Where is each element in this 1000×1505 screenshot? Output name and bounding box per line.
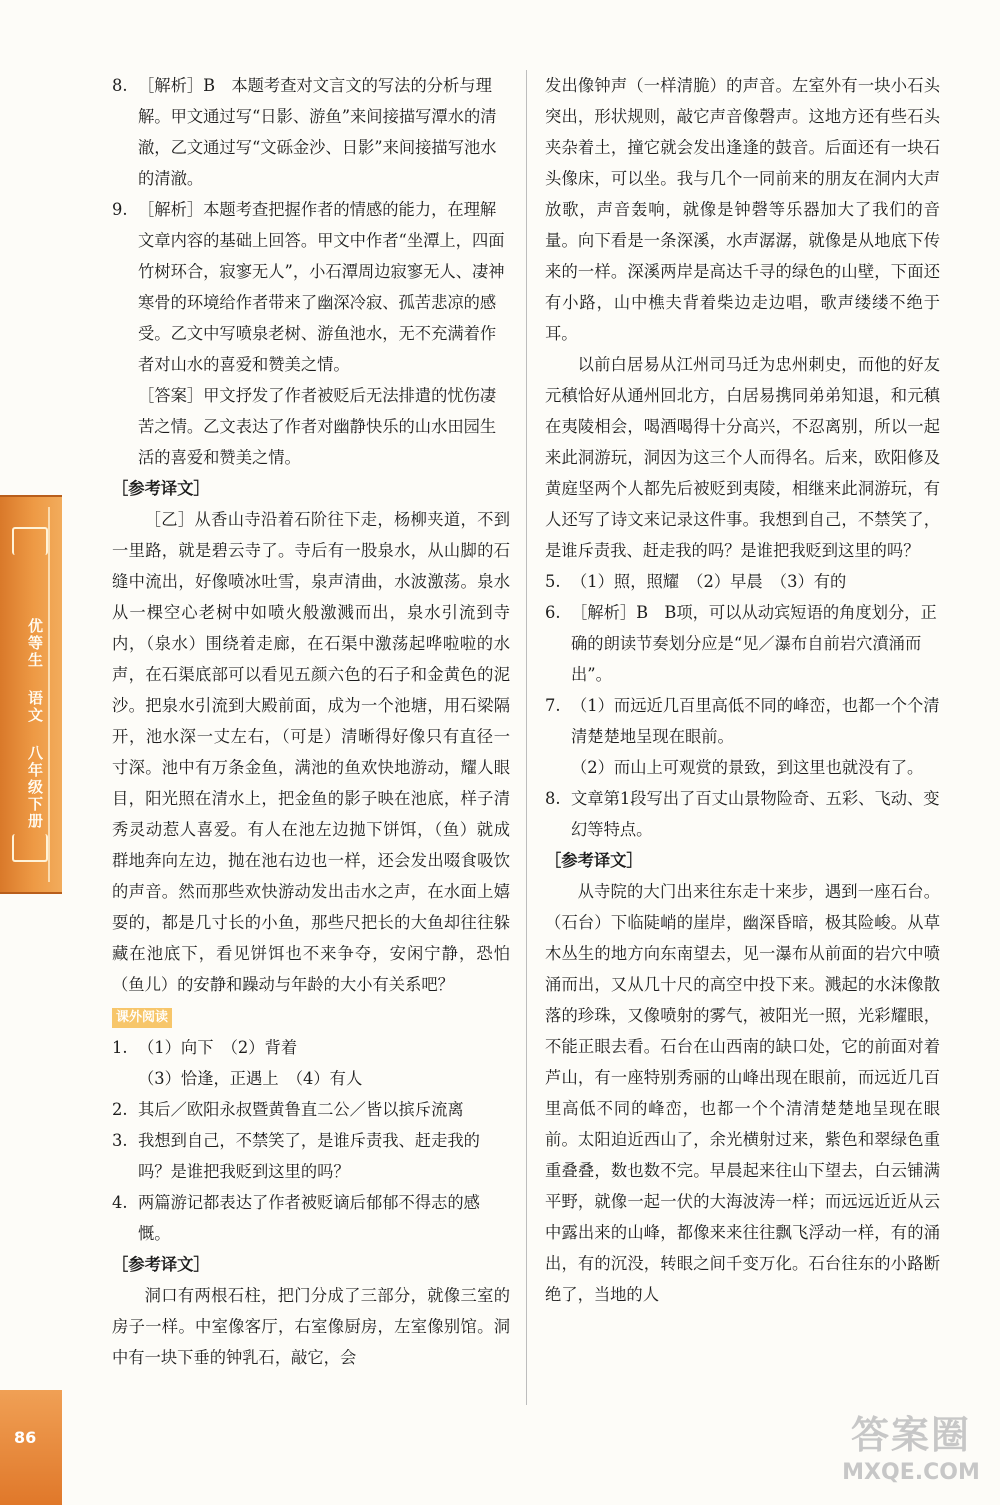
answer-item-3 (112, 1125, 510, 1187)
series-name: 优等生 (26, 618, 44, 669)
reference-translation-text: ［乙］从香山寺沿着石阶往下走，杨柳夹道，不到一里路，就是碧云寺了。寺后有一股泉水，从山脚的石缝中流出，好像喷冰吐雪，泉声清曲，水波激荡。泉水从一棵空心老树中如喷火般激溅而出，泉水引流到寺内，（泉水）围绕着走廊，在石渠中激荡起哗啦啦的水声，在石渠底部可以看见五颜六色的石子和金黄色的泥沙。把泉水引流到大殿前面，成为一个池塘，用石梁隔开，池水深一丈左右，（可是）清晰得好像只有直径一寸深。池中有万条金鱼，满池的鱼欢快地游动，耀人眼目，阳光照在清水上，把金鱼的影子映在池底，样子清秀灵动惹人喜爱。有人在池左边抛下饼饵，（鱼）就成群地奔向左边，抛在池右边也一样，还会发出啜食吸饮的声音。然而那些欢快游动发出击水之声，在水面上嬉耍的，都是几寸长的小鱼，那些尺把长的大鱼却往往躲藏在池底下，看见饼饵也不来争夺，安闲宁静，恐怕（鱼儿）的安静和躁动与年龄的大小有关系吧？ (112, 510, 510, 994)
translation-continuation: 发出像钟声（一样清脆）的声音。左室外有一块小石头突出，形状规则，敲它声音像磬声。这地方还有些石头夹杂着土，撞它就会发出逢逢的鼓音。后面还有一块石头像床，可以坐。我与几个一同前来的朋友在洞内大声放歌，声音轰响，就像是钟磬等乐器加大了我们的音量。向下看是一条深溪，水声潺潺，就像是从地底下传来的一样。深溪两岸是高达千寻的绿色的山壁，下面还有小路，山中樵夫背着柴边走边唱，歌声缕缕不绝于耳。 (545, 76, 940, 343)
book-series-label (16, 618, 46, 844)
item-number: 6. (545, 603, 561, 622)
page-number: 86 (14, 1428, 37, 1447)
item-text: 我想到自己，不禁笑了，是谁斥责我、赶走我的吗？是谁把我贬到这里的吗？ (138, 1131, 480, 1181)
column-divider (526, 70, 527, 1405)
item-number: 2. (112, 1100, 128, 1119)
decorative-line (48, 507, 50, 882)
item-text: ［解析］B B项，可以从动宾短语的角度划分，正确的朗读节奏划分应是“见／瀑布自前岩穴濆涌而出”。 (571, 603, 937, 684)
item-answer: ［答案］甲文抒发了作者被贬后无法排遣的忧伤凄苦之情。乙文表达了作者对幽静快乐的山水田园生活的喜爱和赞美之情。 (138, 386, 497, 467)
site-watermark (836, 1410, 986, 1495)
item-number: 7. (545, 696, 561, 715)
left-column (112, 70, 510, 1373)
answer-item-8 (112, 70, 510, 194)
subject-name: 语文 (26, 690, 44, 725)
item-text: （1）照，照耀 （2）早晨 （3）有的 (571, 572, 847, 591)
item-text: 文章第1段写出了百丈山景物险奇、五彩、飞动、变幻等特点。 (571, 789, 940, 839)
item-number: 1. (112, 1038, 128, 1057)
answer-item-7 (545, 690, 940, 752)
item-number: 8. (545, 789, 561, 808)
decorative-frame-top (12, 527, 48, 555)
right-column (545, 70, 940, 1310)
section-tag: 课外阅读 (112, 1008, 172, 1028)
reference-translation-text-2: 洞口有两根石柱，把门分成了三部分，就像三室的房子一样。中室像客厅，右室像厨房，左室像别馆。洞中有一块下垂的钟乳石，敲它，会 (112, 1286, 510, 1367)
watermark-text-cn: 答案圈 (850, 1413, 971, 1457)
item-text: ［解析］本题考查把握作者的情感的能力，在理解文章内容的基础上回答。甲文中作者“坐潭上，四面竹树环合，寂寥无人”，小石潭周边寂寥无人、凄神寒骨的环境给作者带来了幽深冷寂、孤苦悲凉的感受。乙文中写喷泉老树、游鱼池水，无不充满着作者对山水的喜爱和赞美之情。 (138, 200, 505, 374)
item-text: （1）向下 （2）背着 (138, 1038, 298, 1057)
answer-item-5 (545, 566, 940, 597)
answer-item-2 (112, 1094, 510, 1125)
item-number: 4. (112, 1193, 128, 1212)
item-text: 两篇游记都表达了作者被贬谪后郁郁不得志的感慨。 (138, 1193, 480, 1243)
answer-item-1 (112, 1032, 510, 1063)
page-corner-band (0, 1390, 62, 1505)
item-text: 其后／欧阳永叔暨黄鲁直二公／皆以摈斥流离 (138, 1100, 464, 1119)
item-number: 5. (545, 572, 561, 591)
translation-paragraph-2: 以前白居易从江州司马迁为忠州刺史，而他的好友元稹恰好从通州回北方，白居易携同弟弟知退，和元稹在夷陵相会，喝酒喝得十分高兴，不忍离别，所以一起来此洞游玩，洞因为这三个人而得名。后来，欧阳修及黄庭坚两个人都先后被贬到夷陵，相继来此洞游玩，有人还写了诗文来记录这件事。我想到自己，不禁笑了，是谁斥责我、赶走我的吗？是谁把我贬到这里的吗？ (545, 355, 940, 560)
answer-item-7-cont (545, 752, 940, 783)
answer-item-6 (545, 597, 940, 690)
item-text: （2）而山上可观赏的景致，到这里也就没有了。 (571, 758, 924, 777)
answer-item-1-cont (112, 1063, 510, 1094)
item-number: 8. (112, 76, 128, 95)
watermark-text-en: MXQE.COM (842, 1460, 980, 1485)
item-text: （3）恰逢，正遇上 （4）有人 (138, 1069, 363, 1088)
answer-item-9-answer (112, 380, 510, 473)
item-text: ［解析］B 本题考查对文言文的写法的分析与理解。甲文通过写“日影、游鱼”来间接描写潭水的清澈，乙文通过写“文砾金沙、日影”来间接描写池水的清澈。 (138, 76, 497, 188)
reference-translation-title: ［参考译文］ (112, 479, 210, 498)
item-number: 3. (112, 1131, 128, 1150)
answer-item-8-right (545, 783, 940, 845)
item-number: 9. (112, 200, 128, 219)
reference-translation-title-2: ［参考译文］ (112, 1255, 210, 1274)
reference-translation-text-3: 从寺院的大门出来往东走十来步，遇到一座石台。（石台）下临陡峭的崖岸，幽深昏暗，极其险峻。从草木丛生的地方向东南望去，见一瀑布从前面的岩穴中喷涌而出，又从几十尺的高空中投下来。溅起的水沫像散落的珍珠，又像喷射的雾气，被阳光一照，光彩耀眼，不能正眼去看。石台在山西南的缺口处，它的前面对着芦山，有一座特别秀丽的山峰出现在眼前，而远近几百里高低不同的峰峦，也都一个个清清楚楚地呈现在眼前。太阳迫近西山了，余光横射过来，紫色和翠绿色重重叠叠，数也数不完。早晨起来往山下望去，白云铺满平野，就像一起一伏的大海波涛一样；而远远近近从云中露出来的山峰，都像来来往往飘飞浮动一样，有的涌出，有的沉没，转眼之间千变万化。石台往东的小路断绝了，当地的人 (545, 882, 940, 1304)
reference-translation-title-3: ［参考译文］ (545, 851, 643, 870)
grade-name: 八年级下册 (26, 745, 44, 831)
item-text: （1）而远近几百里高低不同的峰峦，也都一个个清清楚楚地呈现在眼前。 (571, 696, 940, 746)
answer-item-4 (112, 1187, 510, 1249)
answer-item-9 (112, 194, 510, 380)
